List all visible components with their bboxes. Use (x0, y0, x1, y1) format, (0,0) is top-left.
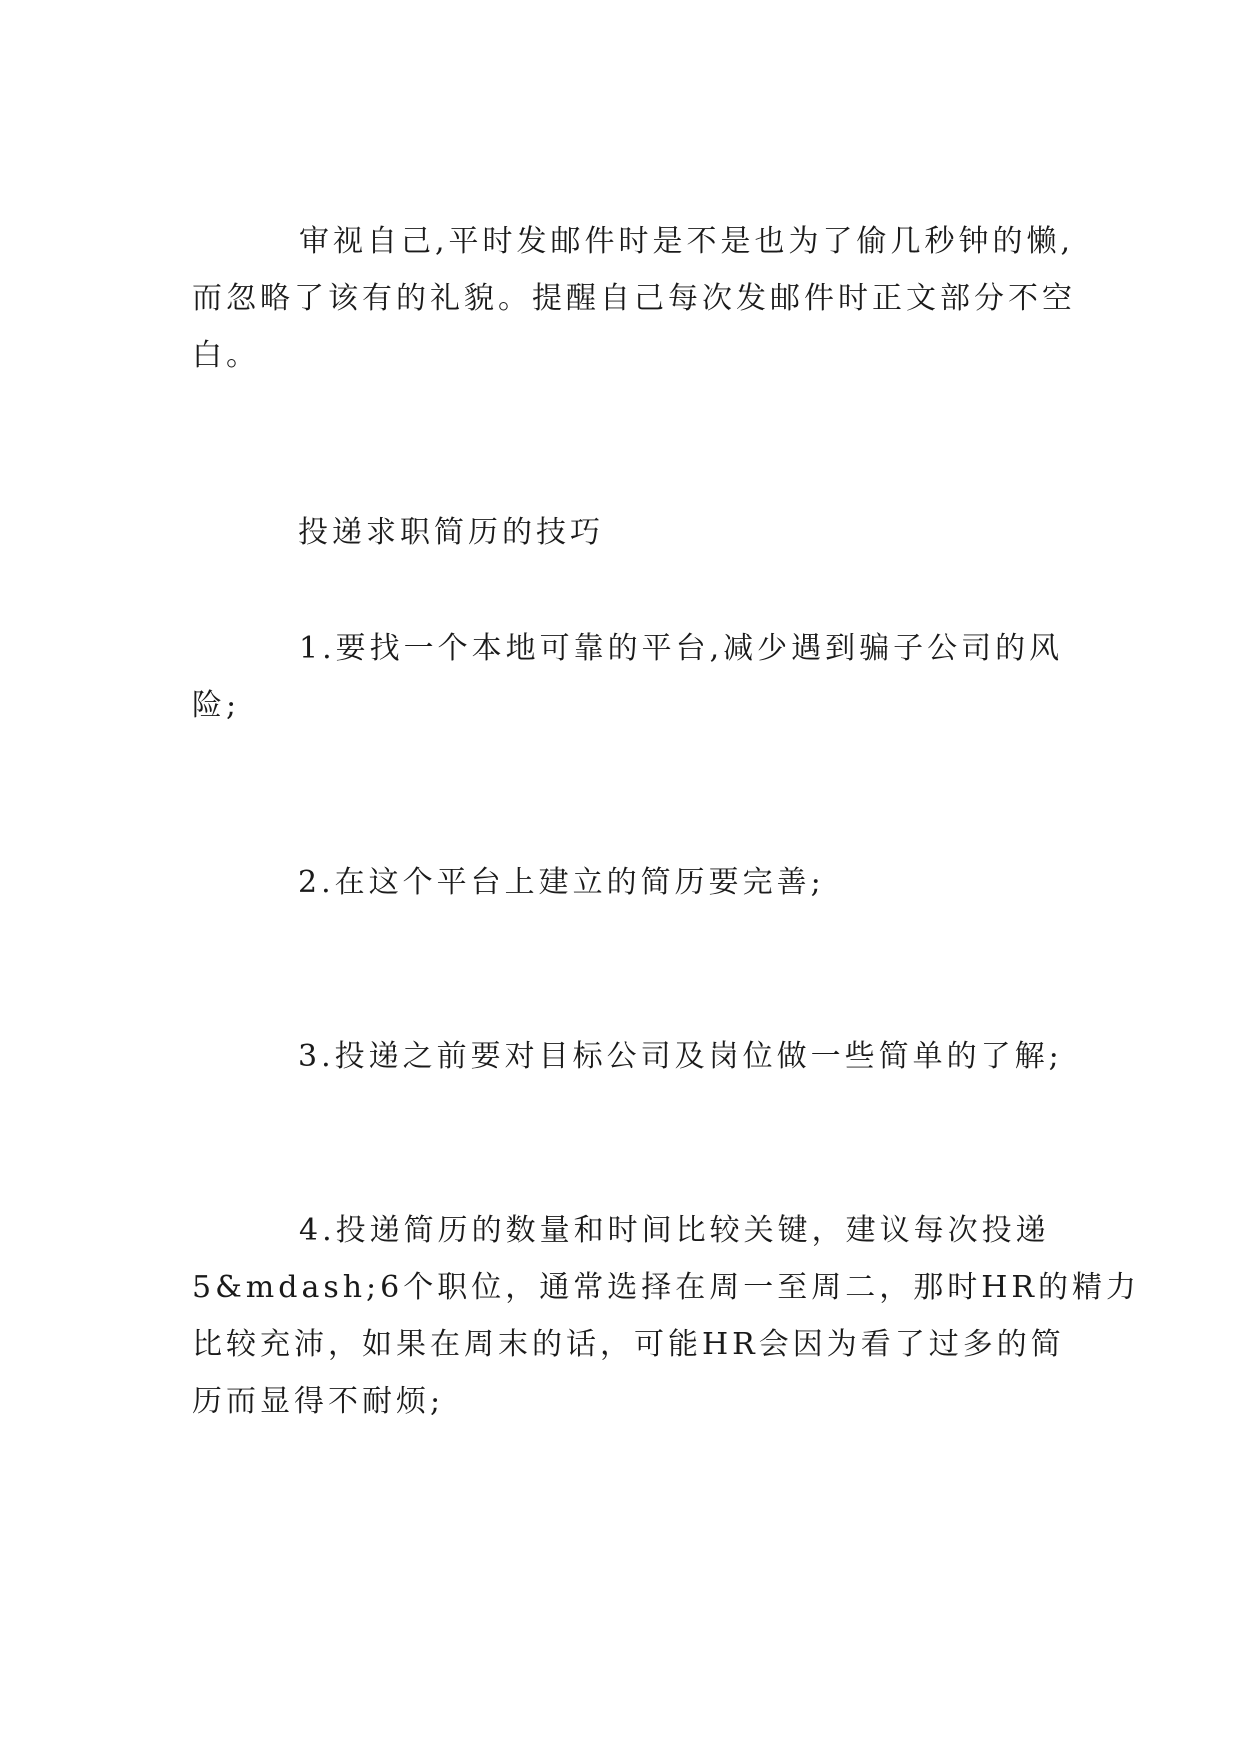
paragraph-line: 而忽略了该有的礼貌。提醒自己每次发邮件时正文部分不空 (192, 281, 1076, 316)
list-item-line: 5&mdash;6个职位，通常选择在周一至周二，那时HR的精力 (192, 1270, 1140, 1305)
list-item-line: 险; (192, 688, 241, 723)
list-item-1 (192, 620, 1063, 734)
section-heading: 投递求职简历的技巧 (298, 515, 604, 550)
list-item-line: 比较充沛，如果在周末的话，可能HR会因为看了过多的简 (192, 1327, 1065, 1362)
list-item-line: 1.要找一个本地可靠的平台,减少遇到骗子公司的风 (299, 631, 1064, 666)
list-item-2: 2.在这个平台上建立的简历要完善; (298, 865, 825, 900)
list-item-4 (192, 1202, 1140, 1430)
list-item-3: 3.投递之前要对目标公司及岗位做一些简单的了解; (298, 1039, 1063, 1074)
list-item-line: 4.投递简历的数量和时间比较关键，建议每次投递 (299, 1213, 1050, 1248)
paragraph-line: 审视自己,平时发邮件时是不是也为了偷几秒钟的懒, (299, 224, 1075, 259)
paragraph-email-courtesy (192, 213, 1076, 384)
list-item-line: 历而显得不耐烦; (192, 1384, 445, 1419)
paragraph-line: 白。 (192, 338, 260, 373)
